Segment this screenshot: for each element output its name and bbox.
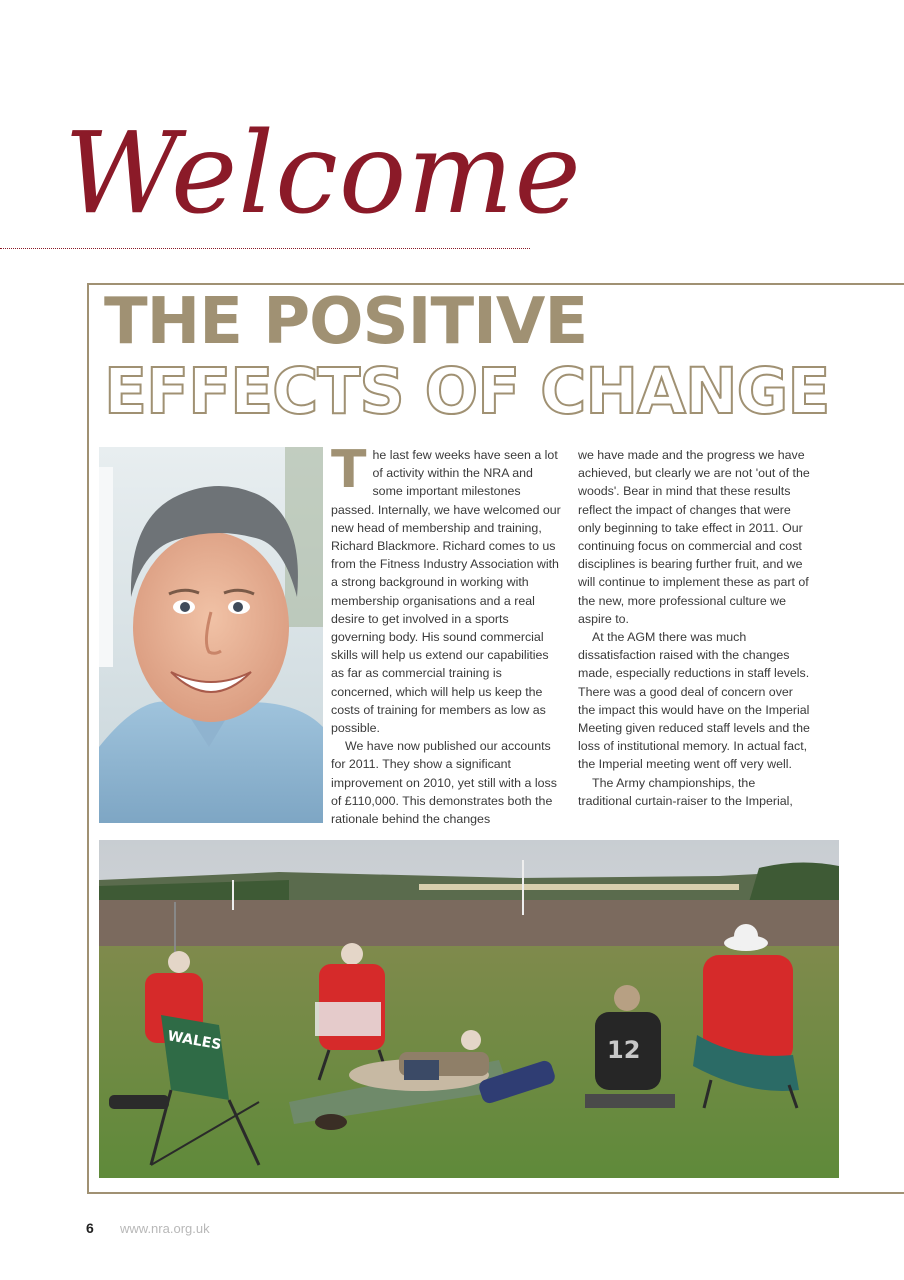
paragraph-4: The Army championships, the traditional curtain-raiser to the Imperial, (578, 775, 793, 808)
paragraph-1 (331, 440, 565, 737)
paragraph-2: We have now published our accounts for 2011. They show a significant improvement on 2010, yet still with a loss of £110,000. This demonstrates both the rationale behind the changes (331, 739, 557, 827)
jacket-text-wales: WALES (166, 1028, 223, 1054)
paragraph-2-continued: we have made and the progress we have achieved, but clearly we are not 'out of the woods'. Bear in mind that these results reflect the impact of changes that were only beginning to take effect in 2011. Our continuing focus on commercial and cost disciplines is bearing further fruit, and we will continue to implement these as part of the new, more professional culture we aspire to. (578, 448, 810, 626)
page-number: 6 (86, 1220, 94, 1236)
shooting-range-photo (99, 840, 839, 1178)
paragraph-1-text: he last few weeks have seen a lot of activity within the NRA and some important milestones passed. Internally, we have welcomed our new head of membership and training, Richard Blackmore. Richard comes to us from the Fitness Industry Association with a strong background in working with membership organisations and a real desire to get involved in a sports governing body. His sound commercial skills will help us extend our capabilities as far as commercial training is concerned, which will help us keep the costs of training for members as low as possible. (331, 448, 561, 736)
headline-line-1: THE POSITIVE (104, 285, 588, 359)
dotted-divider (0, 248, 530, 249)
article-column-2 (578, 446, 812, 810)
article-column-1 (331, 440, 565, 828)
portrait-photo (99, 447, 323, 823)
drop-cap: T (331, 440, 367, 500)
headline-line-2-outline: EFFECTS OF CHANGE (104, 355, 830, 428)
welcome-script-title: Welcome (64, 109, 582, 239)
website-url[interactable]: www.nra.org.uk (120, 1221, 210, 1236)
back-number-12: 12 (607, 1036, 641, 1064)
frame-bottom-rule (87, 1192, 904, 1194)
paragraph-3: At the AGM there was much dissatisfaction raised with the changes made, especially reductions in staff levels. There was a good deal of concern over the impact this would have on the Imperial Meeting given reduced staff levels and the loss of institutional memory. In actual fact, the Imperial meeting went off very well. (578, 630, 810, 772)
frame-left-rule (87, 283, 89, 1193)
